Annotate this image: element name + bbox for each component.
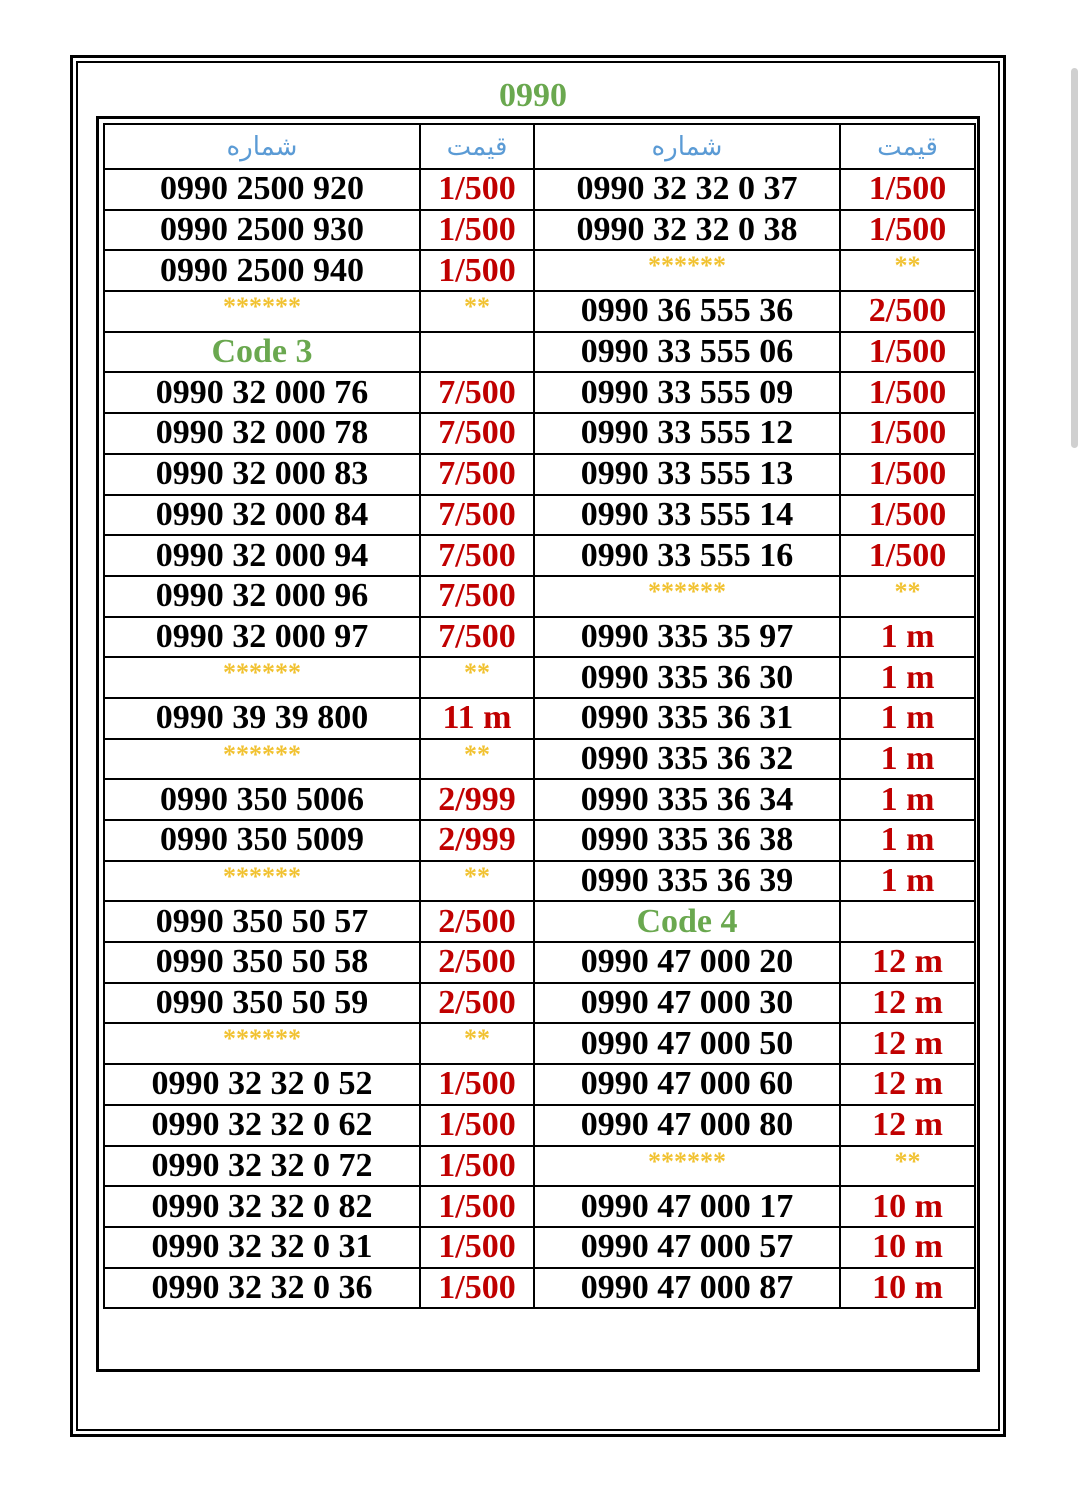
cell-number-right: 0990 47 000 30 bbox=[534, 983, 840, 1024]
cell-price-right: 1/500 bbox=[840, 332, 975, 373]
table-row bbox=[104, 1227, 975, 1268]
cell-price-left: 2/500 bbox=[420, 901, 534, 942]
cell-price-left: 1/500 bbox=[420, 250, 534, 291]
cell-number-right: 0990 32 32 0 38 bbox=[534, 210, 840, 251]
table-row bbox=[104, 820, 975, 861]
cell-price-left: 11 m bbox=[420, 698, 534, 739]
cell-number-right: 0990 47 000 60 bbox=[534, 1064, 840, 1105]
cell-number-right: 0990 335 36 39 bbox=[534, 861, 840, 902]
cell-price-right: 1 m bbox=[840, 739, 975, 780]
table-body bbox=[104, 124, 975, 1308]
table-row bbox=[104, 1023, 975, 1064]
cell-number-left: 0990 350 5006 bbox=[104, 779, 420, 820]
table-row bbox=[104, 779, 975, 820]
cell-price-left: 7/500 bbox=[420, 413, 534, 454]
cell-number-right: 0990 47 000 20 bbox=[534, 942, 840, 983]
cell-number-left: 0990 32 000 84 bbox=[104, 495, 420, 536]
cell-price-right: 1/500 bbox=[840, 169, 975, 210]
cell-number-left: 0990 32 32 0 52 bbox=[104, 1064, 420, 1105]
table-row bbox=[104, 372, 975, 413]
cell-number-left: 0990 350 50 59 bbox=[104, 983, 420, 1024]
cell-number-left: 0990 32 32 0 36 bbox=[104, 1268, 420, 1309]
cell-number-right: 0990 335 36 32 bbox=[534, 739, 840, 780]
cell-price-left: 2/500 bbox=[420, 983, 534, 1024]
cell-price-right bbox=[840, 901, 975, 942]
cell-number-right: 0990 47 000 80 bbox=[534, 1105, 840, 1146]
cell-number-right: 0990 47 000 50 bbox=[534, 1023, 840, 1064]
cell-number-left: 0990 32 000 76 bbox=[104, 372, 420, 413]
cell-price-left: 7/500 bbox=[420, 576, 534, 617]
price-table bbox=[103, 123, 976, 1309]
cell-price-right: 12 m bbox=[840, 1105, 975, 1146]
cell-number-left: 0990 32 000 97 bbox=[104, 617, 420, 658]
cell-number-right: 0990 335 36 31 bbox=[534, 698, 840, 739]
cell-number-right: 0990 33 555 13 bbox=[534, 454, 840, 495]
separator-stars: ****** bbox=[104, 657, 420, 698]
cell-price-right: 1/500 bbox=[840, 210, 975, 251]
section-code-label: Code 3 bbox=[104, 332, 420, 373]
cell-price-right: 1/500 bbox=[840, 495, 975, 536]
table-row bbox=[104, 1064, 975, 1105]
table-row bbox=[104, 210, 975, 251]
cell-price-right: 1 m bbox=[840, 820, 975, 861]
table-row bbox=[104, 942, 975, 983]
cell-price-right: 1 m bbox=[840, 617, 975, 658]
cell-price-left: 1/500 bbox=[420, 1105, 534, 1146]
table-row bbox=[104, 617, 975, 658]
cell-number-left: 0990 2500 940 bbox=[104, 250, 420, 291]
cell-number-right: 0990 33 555 09 bbox=[534, 372, 840, 413]
cell-price-right: 1/500 bbox=[840, 535, 975, 576]
cell-price-right: 12 m bbox=[840, 1023, 975, 1064]
table-row bbox=[104, 332, 975, 373]
cell-price-left: 1/500 bbox=[420, 1268, 534, 1309]
cell-number-right: 0990 47 000 17 bbox=[534, 1186, 840, 1227]
cell-number-left: 0990 32 32 0 72 bbox=[104, 1146, 420, 1187]
cell-price-right: 1/500 bbox=[840, 413, 975, 454]
table-header-row bbox=[104, 124, 975, 169]
separator-stars: ****** bbox=[104, 861, 420, 902]
table-row bbox=[104, 1268, 975, 1309]
separator-stars: ****** bbox=[534, 250, 840, 291]
cell-price-right: 12 m bbox=[840, 942, 975, 983]
cell-number-left: 0990 32 000 96 bbox=[104, 576, 420, 617]
cell-number-left: 0990 32 000 83 bbox=[104, 454, 420, 495]
table-row bbox=[104, 1186, 975, 1227]
separator-stars: ** bbox=[420, 1023, 534, 1064]
table-row bbox=[104, 413, 975, 454]
cell-number-right: 0990 32 32 0 37 bbox=[534, 169, 840, 210]
cell-number-left: 0990 32 32 0 31 bbox=[104, 1227, 420, 1268]
cell-number-left: 0990 39 39 800 bbox=[104, 698, 420, 739]
table-row bbox=[104, 495, 975, 536]
cell-price-left: 7/500 bbox=[420, 535, 534, 576]
cell-price-left: 2/500 bbox=[420, 942, 534, 983]
cell-number-left: 0990 350 50 57 bbox=[104, 901, 420, 942]
cell-price-left: 7/500 bbox=[420, 495, 534, 536]
cell-price-right: 12 m bbox=[840, 1064, 975, 1105]
cell-number-right: 0990 33 555 14 bbox=[534, 495, 840, 536]
cell-price-right: 2/500 bbox=[840, 291, 975, 332]
cell-price-left: 2/999 bbox=[420, 779, 534, 820]
table-row bbox=[104, 698, 975, 739]
page-title: 0990 bbox=[499, 77, 567, 114]
separator-stars: ****** bbox=[104, 291, 420, 332]
table-row bbox=[104, 901, 975, 942]
cell-number-left: 0990 32 000 94 bbox=[104, 535, 420, 576]
separator-stars: ** bbox=[420, 739, 534, 780]
header-price-left: قیمت bbox=[420, 124, 534, 169]
cell-price-right: 10 m bbox=[840, 1268, 975, 1309]
table-row bbox=[104, 1146, 975, 1187]
header-price-right: قیمت bbox=[840, 124, 975, 169]
table-row bbox=[104, 291, 975, 332]
table-row bbox=[104, 657, 975, 698]
cell-number-left: 0990 32 32 0 82 bbox=[104, 1186, 420, 1227]
cell-number-right: 0990 33 555 12 bbox=[534, 413, 840, 454]
cell-price-right: 1 m bbox=[840, 657, 975, 698]
cell-number-left: 0990 350 50 58 bbox=[104, 942, 420, 983]
cell-number-left: 0990 32 000 78 bbox=[104, 413, 420, 454]
table-row bbox=[104, 250, 975, 291]
table-row bbox=[104, 454, 975, 495]
table-row bbox=[104, 1105, 975, 1146]
cell-number-left: 0990 32 32 0 62 bbox=[104, 1105, 420, 1146]
table-row bbox=[104, 739, 975, 780]
cell-price-left: 1/500 bbox=[420, 1064, 534, 1105]
separator-stars: ****** bbox=[104, 1023, 420, 1064]
cell-number-left: 0990 2500 930 bbox=[104, 210, 420, 251]
cell-price-left: 1/500 bbox=[420, 1227, 534, 1268]
separator-stars: ** bbox=[420, 291, 534, 332]
separator-stars: ****** bbox=[534, 576, 840, 617]
cell-price-left: 1/500 bbox=[420, 1146, 534, 1187]
separator-stars: ** bbox=[840, 250, 975, 291]
cell-price-right: 1 m bbox=[840, 861, 975, 902]
cell-number-right: 0990 33 555 16 bbox=[534, 535, 840, 576]
separator-stars: ** bbox=[420, 657, 534, 698]
cell-price-left: 1/500 bbox=[420, 169, 534, 210]
cell-price-left: 7/500 bbox=[420, 617, 534, 658]
separator-stars: ** bbox=[420, 861, 534, 902]
cell-price-right: 1 m bbox=[840, 779, 975, 820]
cell-number-right: 0990 33 555 06 bbox=[534, 332, 840, 373]
table-row bbox=[104, 576, 975, 617]
cell-price-right: 1/500 bbox=[840, 372, 975, 413]
separator-stars: ****** bbox=[104, 739, 420, 780]
cell-number-left: 0990 350 5009 bbox=[104, 820, 420, 861]
cell-price-right: 10 m bbox=[840, 1227, 975, 1268]
cell-number-right: 0990 335 35 97 bbox=[534, 617, 840, 658]
cell-price-right: 1 m bbox=[840, 698, 975, 739]
cell-price-left: 7/500 bbox=[420, 454, 534, 495]
cell-price-left: 1/500 bbox=[420, 1186, 534, 1227]
section-code-label: Code 4 bbox=[534, 901, 840, 942]
cell-price-left: 2/999 bbox=[420, 820, 534, 861]
cell-price-right: 12 m bbox=[840, 983, 975, 1024]
cell-price-right: 10 m bbox=[840, 1186, 975, 1227]
table-row bbox=[104, 535, 975, 576]
cell-price-right: 1/500 bbox=[840, 454, 975, 495]
cell-price-left bbox=[420, 332, 534, 373]
scrollbar[interactable] bbox=[1071, 68, 1078, 448]
table-row bbox=[104, 861, 975, 902]
cell-number-right: 0990 335 36 34 bbox=[534, 779, 840, 820]
cell-number-right: 0990 47 000 87 bbox=[534, 1268, 840, 1309]
cell-number-right: 0990 47 000 57 bbox=[534, 1227, 840, 1268]
cell-number-right: 0990 335 36 38 bbox=[534, 820, 840, 861]
cell-number-right: 0990 335 36 30 bbox=[534, 657, 840, 698]
separator-stars: ****** bbox=[534, 1146, 840, 1187]
cell-number-left: 0990 2500 920 bbox=[104, 169, 420, 210]
header-number-right: شماره bbox=[534, 124, 840, 169]
header-number-left: شماره bbox=[104, 124, 420, 169]
cell-number-right: 0990 36 555 36 bbox=[534, 291, 840, 332]
cell-price-left: 1/500 bbox=[420, 210, 534, 251]
table-row bbox=[104, 169, 975, 210]
cell-price-left: 7/500 bbox=[420, 372, 534, 413]
table-row bbox=[104, 983, 975, 1024]
separator-stars: ** bbox=[840, 576, 975, 617]
separator-stars: ** bbox=[840, 1146, 975, 1187]
